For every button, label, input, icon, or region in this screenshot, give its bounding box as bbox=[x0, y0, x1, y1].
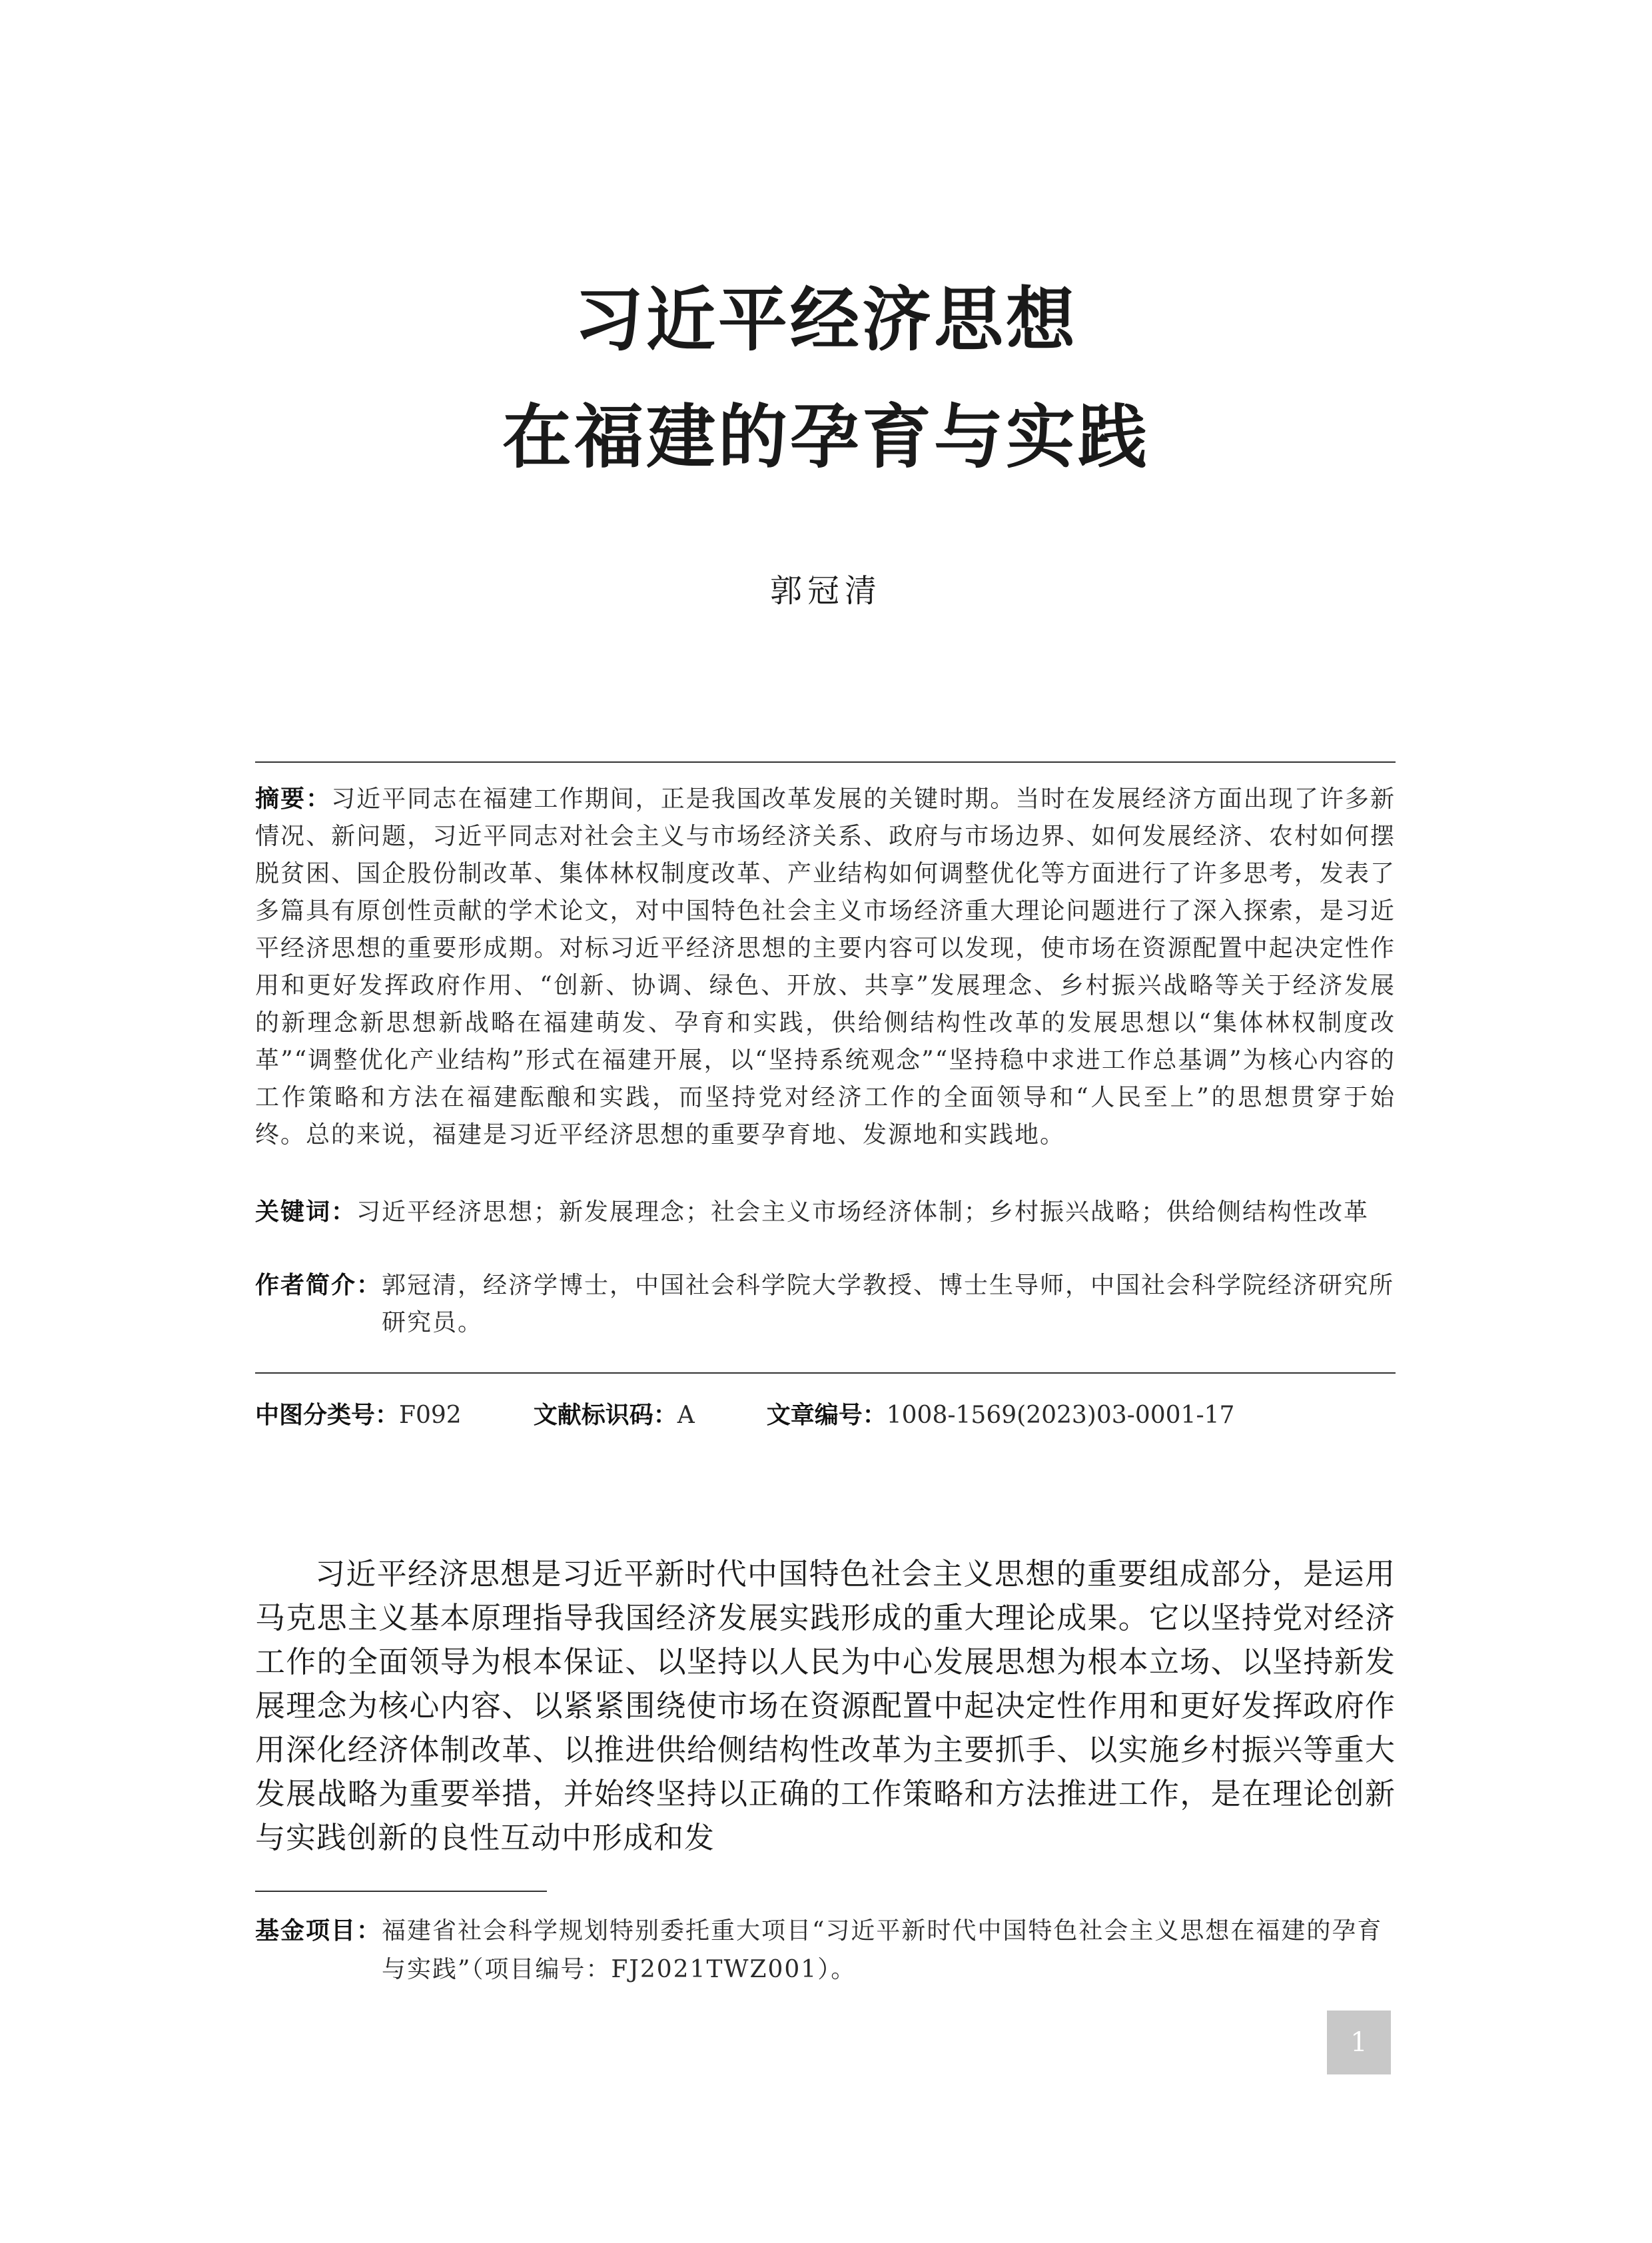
article-title-line-1: 习近平经济思想 bbox=[574, 279, 1078, 360]
funding-footnote bbox=[255, 1912, 1396, 1989]
author-name: 郭冠清 bbox=[769, 572, 882, 610]
clc-label: 中图分类号： bbox=[255, 1402, 400, 1429]
abstract-label: 摘要： bbox=[255, 785, 332, 813]
doc-value: A bbox=[677, 1402, 695, 1429]
classification-line bbox=[255, 1397, 1396, 1434]
keywords-text: 习近平经济思想；新发展理念；社会主义市场经济体制；乡村振兴战略；供给侧结构性改革 bbox=[356, 1198, 1370, 1226]
keywords bbox=[255, 1194, 1396, 1231]
body-paragraph: 习近平经济思想是习近平新时代中国特色社会主义思想的重要组成部分，是运用马克思主义基本原理指导我国经济发展实践形成的重大理论成果。它以坚持党对经济工作的全面领导为根本保证、以坚持以人民为中心发展思想为根本立场、以坚持新发展理念为核心内容、以紧紧围绕使市场在资源配置中起决定性作用和更好发挥政府作用深化经济体制改革、以推进供给侧结构性改革为主要抓手、以实施乡村振兴等重大发展战略为重要举措，并始终坚持以正确的工作策略和方法推进工作，是在理论创新与实践创新的良性互动中形成和发 bbox=[255, 1556, 1396, 1855]
clc-number bbox=[255, 1397, 462, 1434]
keywords-label: 关键词： bbox=[255, 1198, 357, 1226]
middle-divider bbox=[255, 1372, 1396, 1374]
document-code bbox=[534, 1397, 695, 1434]
clc-value: F092 bbox=[399, 1402, 462, 1429]
author-info-label: 作者简介： bbox=[255, 1272, 382, 1299]
author-info-text: 郭冠清，经济学博士，中国社会科学院大学教授、博士生导师，中国社会科学院经济研究所研究员。 bbox=[382, 1272, 1395, 1336]
article-label: 文章编号： bbox=[766, 1402, 887, 1429]
doc-label: 文献标识码： bbox=[533, 1402, 677, 1429]
article-title-line-2: 在福建的孕育与实践 bbox=[502, 396, 1150, 478]
author-info bbox=[255, 1267, 1396, 1342]
abstract-text: 习近平同志在福建工作期间，正是我国改革发展的关键时期。当时在发展经济方面出现了许多新情况、新问题，习近平同志对社会主义与市场经济关系、政府与市场边界、如何发展经济、农村如何摆脱贫困、国企股份制改革、集体林权制度改革、产业结构如何调整优化等方面进行了许多思考，发表了多篇具有原创性贡献的学术论文，对中国特色社会主义市场经济重大理论问题进行了深入探索，是习近平经济思想的重要形成期。对标习近平经济思想的主要内容可以发现，使市场在资源配置中起决定性作用和更好发挥政府作用、“创新、协调、绿色、开放、共享”发展理念、乡村振兴战略等关于经济发展的新理念新思想新战略在福建萌发、孕育和实践，供给侧结构性改革的发展思想以“集体林权制度改革”“调整优化产业结构”形式在福建开展，以“坚持系统观念”“坚持稳中求进工作总基调”为核心内容的工作策略和方法在福建酝酿和实践，而坚持党对经济工作的全面领导和“人民至上”的思想贯穿于始终。总的来说，福建是习近平经济思想的重要孕育地、发源地和实践地。 bbox=[255, 785, 1396, 1148]
top-divider bbox=[255, 761, 1396, 763]
article-value: 1008-1569(2023)03-0001-17 bbox=[886, 1402, 1235, 1429]
funding-label: 基金项目： bbox=[255, 1917, 382, 1945]
article-number bbox=[767, 1397, 1235, 1434]
funding-text: 福建省社会科学规划特别委托重大项目“习近平新时代中国特色社会主义思想在福建的孕育与实践”（项目编号：FJ2021TWZ001）。 bbox=[382, 1917, 1383, 1983]
footnote-divider bbox=[255, 1891, 547, 1892]
page-number: 1 bbox=[1327, 2011, 1391, 2074]
abstract bbox=[255, 781, 1396, 1154]
